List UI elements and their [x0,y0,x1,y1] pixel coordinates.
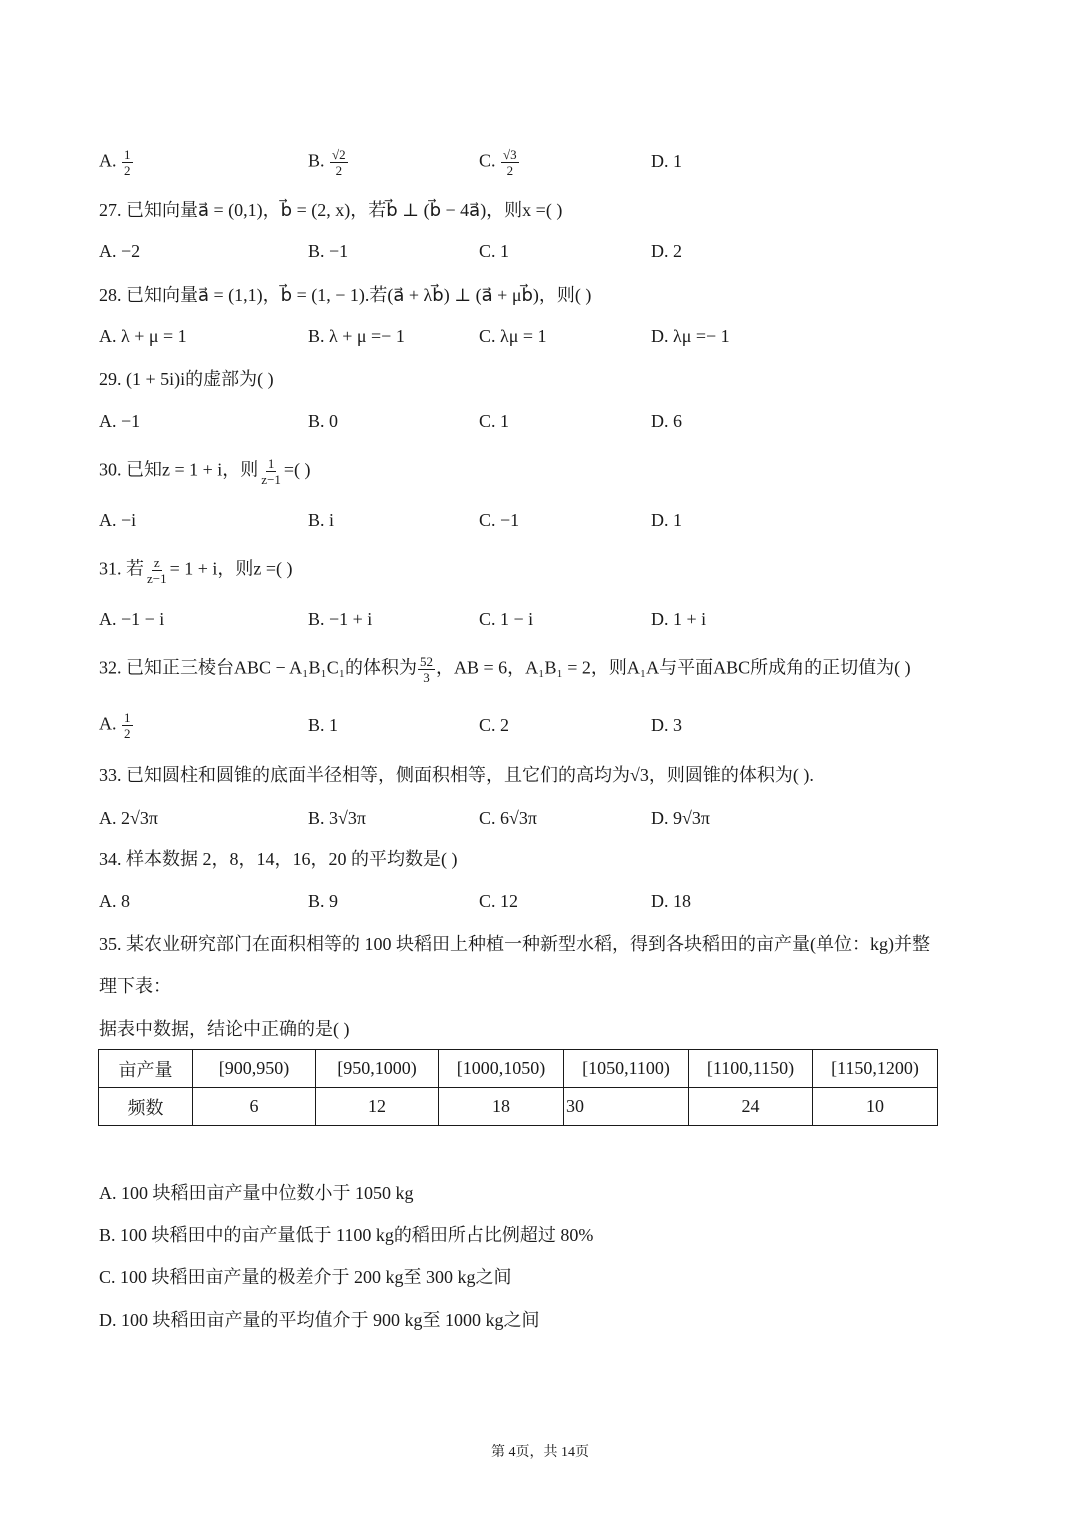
fraction: $\frac{1}{2}$ [124,710,131,741]
q28-stem: 28. 已知向量a⃗ = (1,1)，b⃗ = (1, − 1).若(a⃗ + λb⃗) ⊥ (a⃗ + μb⃗)，则( ) [99,285,592,305]
q26-option-a: A. $\frac{1}{2}$ [99,147,131,178]
fraction: $\frac{1}{z-1}$ [261,456,281,487]
q35-option-d: D. 100 块稻田亩产量的平均值介于 900 kg至 1000 kg之间 [99,1310,540,1330]
table-cell: [1100,1150) [689,1050,813,1088]
table-row [99,1050,938,1088]
table-row [99,1088,938,1126]
q32-option-c: C. 2 [479,715,510,735]
q28-option-b: B. λ + μ =− 1 [308,326,405,346]
q33-option-a: A. 2√3π [99,808,158,828]
q34-option-d: D. 18 [651,891,691,911]
q35-option-b: B. 100 块稻田中的亩产量低于 1100 kg的稻田所占比例超过 80% [99,1225,594,1245]
q27-stem: 27. 已知向量a⃗ = (0,1)，b⃗ = (2, x)，若b⃗ ⊥ (b⃗ − 4a⃗)，则x =( ) [99,200,563,220]
q27-option-b: B. −1 [308,241,349,261]
table-cell: [1050,1100) [564,1050,689,1088]
q29-stem: 29. (1 + 5i)i的虚部为( ) [99,369,274,389]
q34-option-a: A. 8 [99,891,130,911]
q34-option-b: B. 9 [308,891,339,911]
table-cell: 亩产量 [99,1050,193,1088]
q26-option-c: C. $\frac{√3}{2}$ [479,147,517,178]
q30-option-d: D. 1 [651,510,682,530]
q35-option-a: A. 100 块稻田亩产量中位数小于 1050 kg [99,1183,414,1203]
table-cell: 频数 [99,1088,193,1126]
q31-option-a: A. −1 − i [99,609,165,629]
q33-stem: 33. 已知圆柱和圆锥的底面半径相等，侧面积相等，且它们的高均为√3，则圆锥的体积为( ). [99,765,814,785]
q29-option-a: A. −1 [99,411,141,431]
table-cell: [1000,1050) [439,1050,564,1088]
q28-option-d: D. λμ =− 1 [651,326,730,346]
q30-option-c: C. −1 [479,510,520,530]
q35-stem-line2: 理下表： [99,976,171,996]
yield-table [98,1049,938,1126]
q28-option-a: A. λ + μ = 1 [99,326,187,346]
table-cell: 6 [193,1088,316,1126]
q35-stem-line1: 35. 某农业研究部门在面积相等的 100 块稻田上种植一种新型水稻，得到各块稻田的亩产量(单位：kg)并整 [99,934,930,954]
q31-option-d: D. 1 + i [651,609,707,629]
q29-option-b: B. 0 [308,411,339,431]
q29-option-c: C. 1 [479,411,510,431]
fraction: $\frac{z}{z-1}$ [147,555,167,586]
q30-stem: 30. 已知z = 1 + i，则 $\frac{1}{z-1}$ =( ) [99,456,311,487]
q31-option-c: C. 1 − i [479,609,534,629]
q28-option-c: C. λμ = 1 [479,326,547,346]
fraction: $\frac{1}{2}$ [124,147,131,178]
q34-stem: 34. 样本数据 2，8，14，16，20 的平均数是( ) [99,849,458,869]
fraction: $\frac{√3}{2}$ [503,147,517,178]
q31-option-b: B. −1 + i [308,609,373,629]
table-cell: 24 [689,1088,813,1126]
table-cell: 18 [439,1088,564,1126]
q34-option-c: C. 12 [479,891,519,911]
q30-option-b: B. i [308,510,335,530]
q27-option-d: D. 2 [651,241,682,261]
page-footer: 第 4页，共 14页 [491,1445,589,1460]
table-cell: [900,950) [193,1050,316,1088]
table-cell: [1150,1200) [813,1050,938,1088]
q32-option-d: D. 3 [651,715,682,735]
q27-option-c: C. 1 [479,241,510,261]
q26-option-d: D. 1 [651,151,682,171]
q33-option-d: D. 9√3π [651,808,710,828]
q35-option-c: C. 100 块稻田亩产量的极差介于 200 kg至 300 kg之间 [99,1267,512,1287]
q33-option-c: C. 6√3π [479,808,537,828]
fraction: $\frac{√2}{2}$ [332,147,346,178]
q30-option-a: A. −i [99,510,137,530]
q29-option-d: D. 6 [651,411,682,431]
q31-stem: 31. 若 $\frac{z}{z-1}$ = 1 + i，则z =( ) [99,555,293,586]
table-cell: [950,1000) [316,1050,439,1088]
q35-stem-line3: 据表中数据，结论中正确的是( ) [99,1019,350,1039]
q27-option-a: A. −2 [99,241,141,261]
table-cell: 12 [316,1088,439,1126]
fraction: $\frac{52}{3}$ [420,654,434,685]
q32-option-a: A. $\frac{1}{2}$ [99,710,131,741]
table-cell: 30 [564,1088,689,1126]
q33-option-b: B. 3√3π [308,808,366,828]
table-cell: 10 [813,1088,938,1126]
q32-option-b: B. 1 [308,715,339,735]
q32-stem: 32. 已知正三棱台ABC − A₁B₁C₁的体积为 $\frac{52}{3}$ ，AB = 6，A₁B₁ = 2，则A₁A与平面ABC所成角的正切值为( ) [99,654,911,685]
q26-option-b: B. $\frac{√2}{2}$ [308,147,346,178]
